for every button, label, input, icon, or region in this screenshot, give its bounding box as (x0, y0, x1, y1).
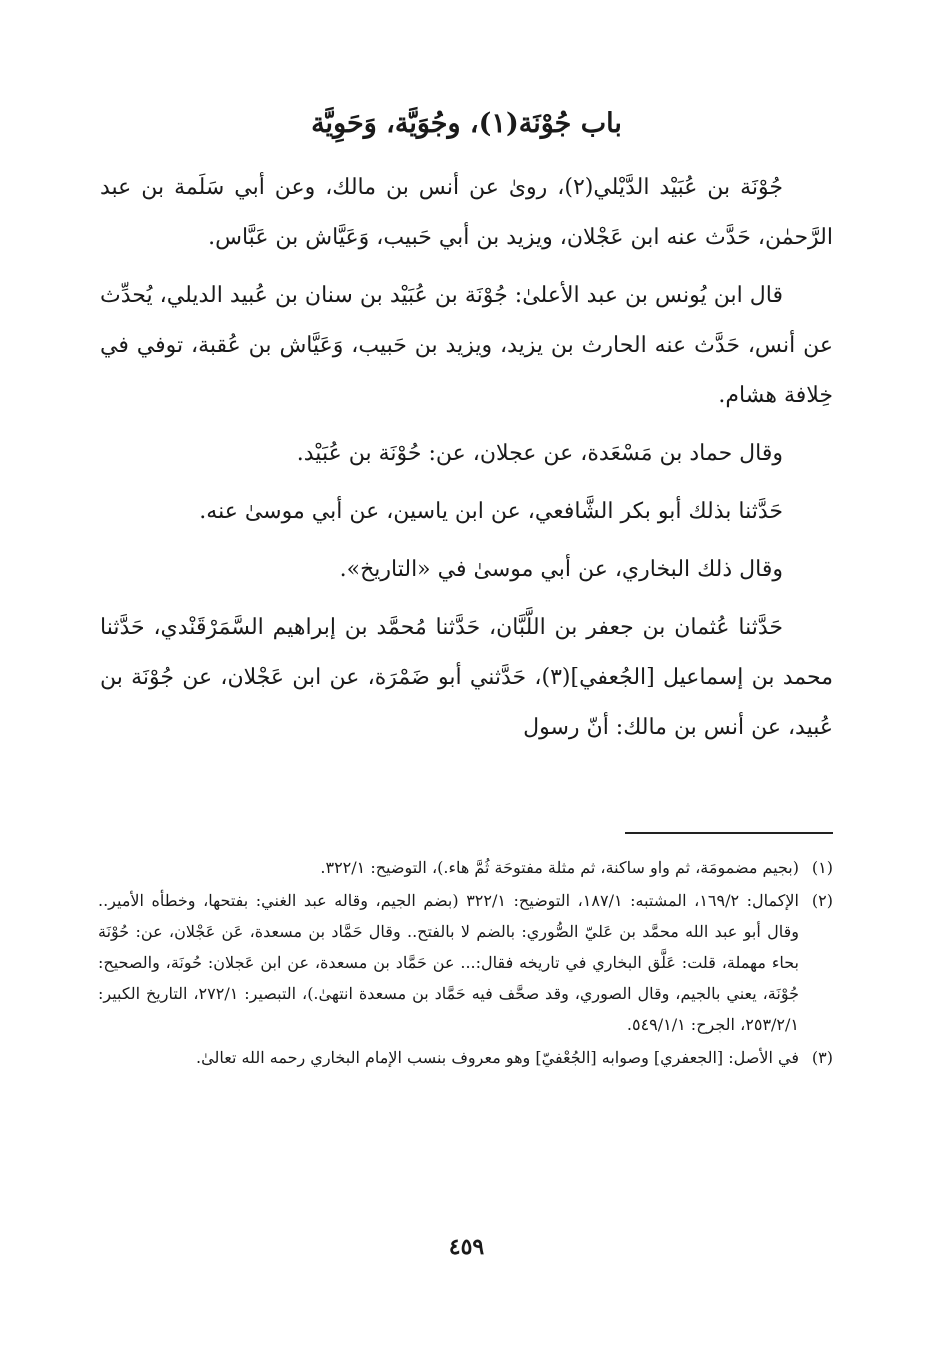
paragraph-1: جُوْنَة بن عُبَيْد الدَّيْلي(٢)، روىٰ عن أنس بن مالك، وعن أبي سَلَمة بن عبد الرَّحمٰن، حَدَّث عنه ابن عَجْلان، ويزيد بن أبي حَبيب، وَعَيَّاش بن عَبَّاس. (100, 175, 833, 250)
paragraph-5: وقال ذلك البخاري، عن أبي موسىٰ في «التاريخ». (339, 557, 783, 582)
paragraph-2: قال ابن يُونس بن عبد الأعلىٰ: جُوْنَة بن عُبَيْد بن سنان بن عُبيد الديلي، يُحدِّث عن أنس، حَدَّث عنه الحارث بن يزيد، ويزيد بن حَبيب، وَعَيَّاش بن عُقبة، توفي في خِلافة هشام. (100, 283, 833, 408)
footnote-text: (بجيم مضمومَة، ثم واو ساكنة، ثم مثلة مفتوحَة ثُمَّ هاء.)، التوضيح: ٣٢٢/١. (320, 858, 799, 877)
footnote-number: (٣) (811, 1048, 833, 1067)
paragraph-6: حَدَّثنا عُثمان بن جعفر بن اللَّبَّان، حَدَّثنا مُحمَّد بن إبراهيم السَّمَرْقَنْدي، حَدَّثنا محمد بن إسماعيل [الجُعفي](٣)، حَدَّثني أبو ضَمْرَة، عن ابن عَجْلان، عن جُوْنَة بن عُبيد، عن أنس بن مالك: أنّ رسول (100, 615, 833, 740)
footnote-1 (98, 852, 833, 883)
footnote-3 (98, 1042, 833, 1073)
footnote-2 (98, 885, 833, 1040)
chapter-title: باب جُوْنَة(١)، وجُوَيَّة، وَحَوِيَّة (311, 108, 622, 139)
footnote-text: الإكمال: ١٦٩/٢، المشتبه: ١٨٧/١، التوضيح: ٣٢٢/١ (بضم الجيم، وقاله عبد الغني: بفتحها، وخطأه الأمير.. وقال أبو عبد الله محمَّد بن عَليّ الصُّوري: بالضم لا بالفتح.. وقال حَمَّاد بن مسعدة، عَن عَجْلان، عن: حُوْنَة بحاء مهملة، قلت: عَلَّق البخاري في تاريخه فقال:... عن حَمَّاد بن مسعدة، عن ابن عَجلان: حُونَة، والصحيح: جُوْنَة، يعني بالجيم، وقال الصوري، وقد صحَّف فيه حَمَّاد بن مسعدة انتهىٰ.)، التبصير: ٢٧٢/١، التاريخ الكبير: ٢٥٣/٢/١، الجرح: ٥٤٩/١/١. (98, 891, 799, 1034)
footnote-number: (٢) (811, 891, 833, 910)
footnotes (98, 852, 833, 1075)
paragraph-3: وقال حماد بن مَسْعَدة، عن عجلان، عن: حُوْنَة بن عُبَيْد. (296, 441, 783, 466)
footnote-text: في الأصل: [الجعفري] وصوابه [الجُعْفيّ] وهو معروف بنسب الإمام البخاري رحمه الله تعالىٰ. (196, 1048, 799, 1067)
page-number: ٤٥٩ (448, 1234, 485, 1260)
main-text (100, 163, 833, 761)
paragraph-4: حَدَّثنا بذلك أبو بكر الشَّافعي، عن ابن ياسين، عن أبي موسىٰ عنه. (199, 499, 783, 524)
footnote-number: (١) (811, 858, 833, 877)
footnote-divider (625, 832, 833, 834)
